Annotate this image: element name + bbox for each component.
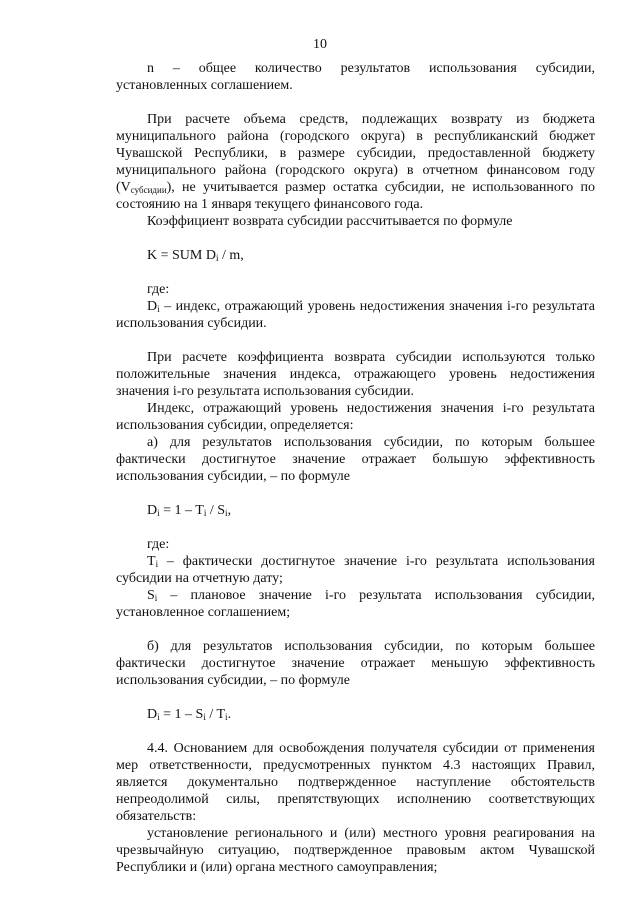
paragraph-di-definition: $D_i$ – индекс, отражающий уровень недостижения значения i-го результата использования субсидии.	[116, 299, 595, 331]
paragraph-positive-values: При расчете коэффициента возврата субсидии используются только положительные значения индекса, отражающего уровень недостижения значения i-го результата использования субсидии.	[116, 350, 595, 399]
paragraph-index-defined: Индекс, отражающий уровень недостижения значения i-го результата использования субсидии, определяется:	[116, 401, 595, 433]
paragraph-case-b: б) для результатов использования субсидии, по которым большее фактически достигнутое значение отражает меньшую эффективность использования субсидии, – по формуле	[116, 639, 595, 688]
formula-di-b: $D_i = 1 - S_i / T_i$.	[147, 707, 232, 722]
formula-k: K = SUM $D_i$ / m,	[147, 248, 244, 263]
where-label: где:	[147, 282, 170, 297]
paragraph-n-definition: n – общее количество результатов использования субсидии, установленных соглашением.	[116, 61, 595, 93]
paragraph-emergency-level: установление регионального и (или) местного уровня реагирования на чрезвычайную ситуацию, подтвержденное правовым актом Чувашской Республики и (или) органа местного самоуправления;	[116, 826, 595, 875]
paragraph-case-a: а) для результатов использования субсидии, по которым большее фактически достигнутое значение отражает большую эффективность использования субсидии, – по формуле	[116, 435, 595, 484]
paragraph-coefficient-intro: Коэффициент возврата субсидии рассчитывается по формуле	[147, 214, 513, 229]
formula-di-a: $D_i = 1 - T_i / S_i$,	[147, 503, 232, 518]
page-number: 10	[313, 37, 327, 52]
where-label: где:	[147, 537, 170, 552]
document-body	[116, 60, 595, 876]
paragraph-volume-calculation: При расчете объема средств, подлежащих возврату из бюджета муниципального района (городского округа) в республиканский бюджет Чувашской Республики, в размере субсидии, предоставленной бюджету муниципального района (городского округа) в отчетном финансовом году $(V_{субсидии})$, не учитывается размер остатка субсидии, не использованного по состоянию на 1 января текущего финансового года.	[116, 112, 595, 212]
paragraph-ti-definition: $T_i$ – фактически достигнутое значение i-го результата использования субсидии на отчетную дату;	[116, 554, 595, 586]
paragraph-si-definition: $S_i$ – плановое значение i-го результата использования субсидии, установленное соглашением;	[116, 588, 595, 620]
paragraph-4-4: 4.4. Основанием для освобождения получателя субсидии от применения мер ответственности, предусмотренных пунктом 4.3 настоящих Правил, является документально подтвержденное наступление обстоятельств непреодолимой силы, препятствующих исполнению соответствующих обязательств:	[116, 741, 595, 824]
